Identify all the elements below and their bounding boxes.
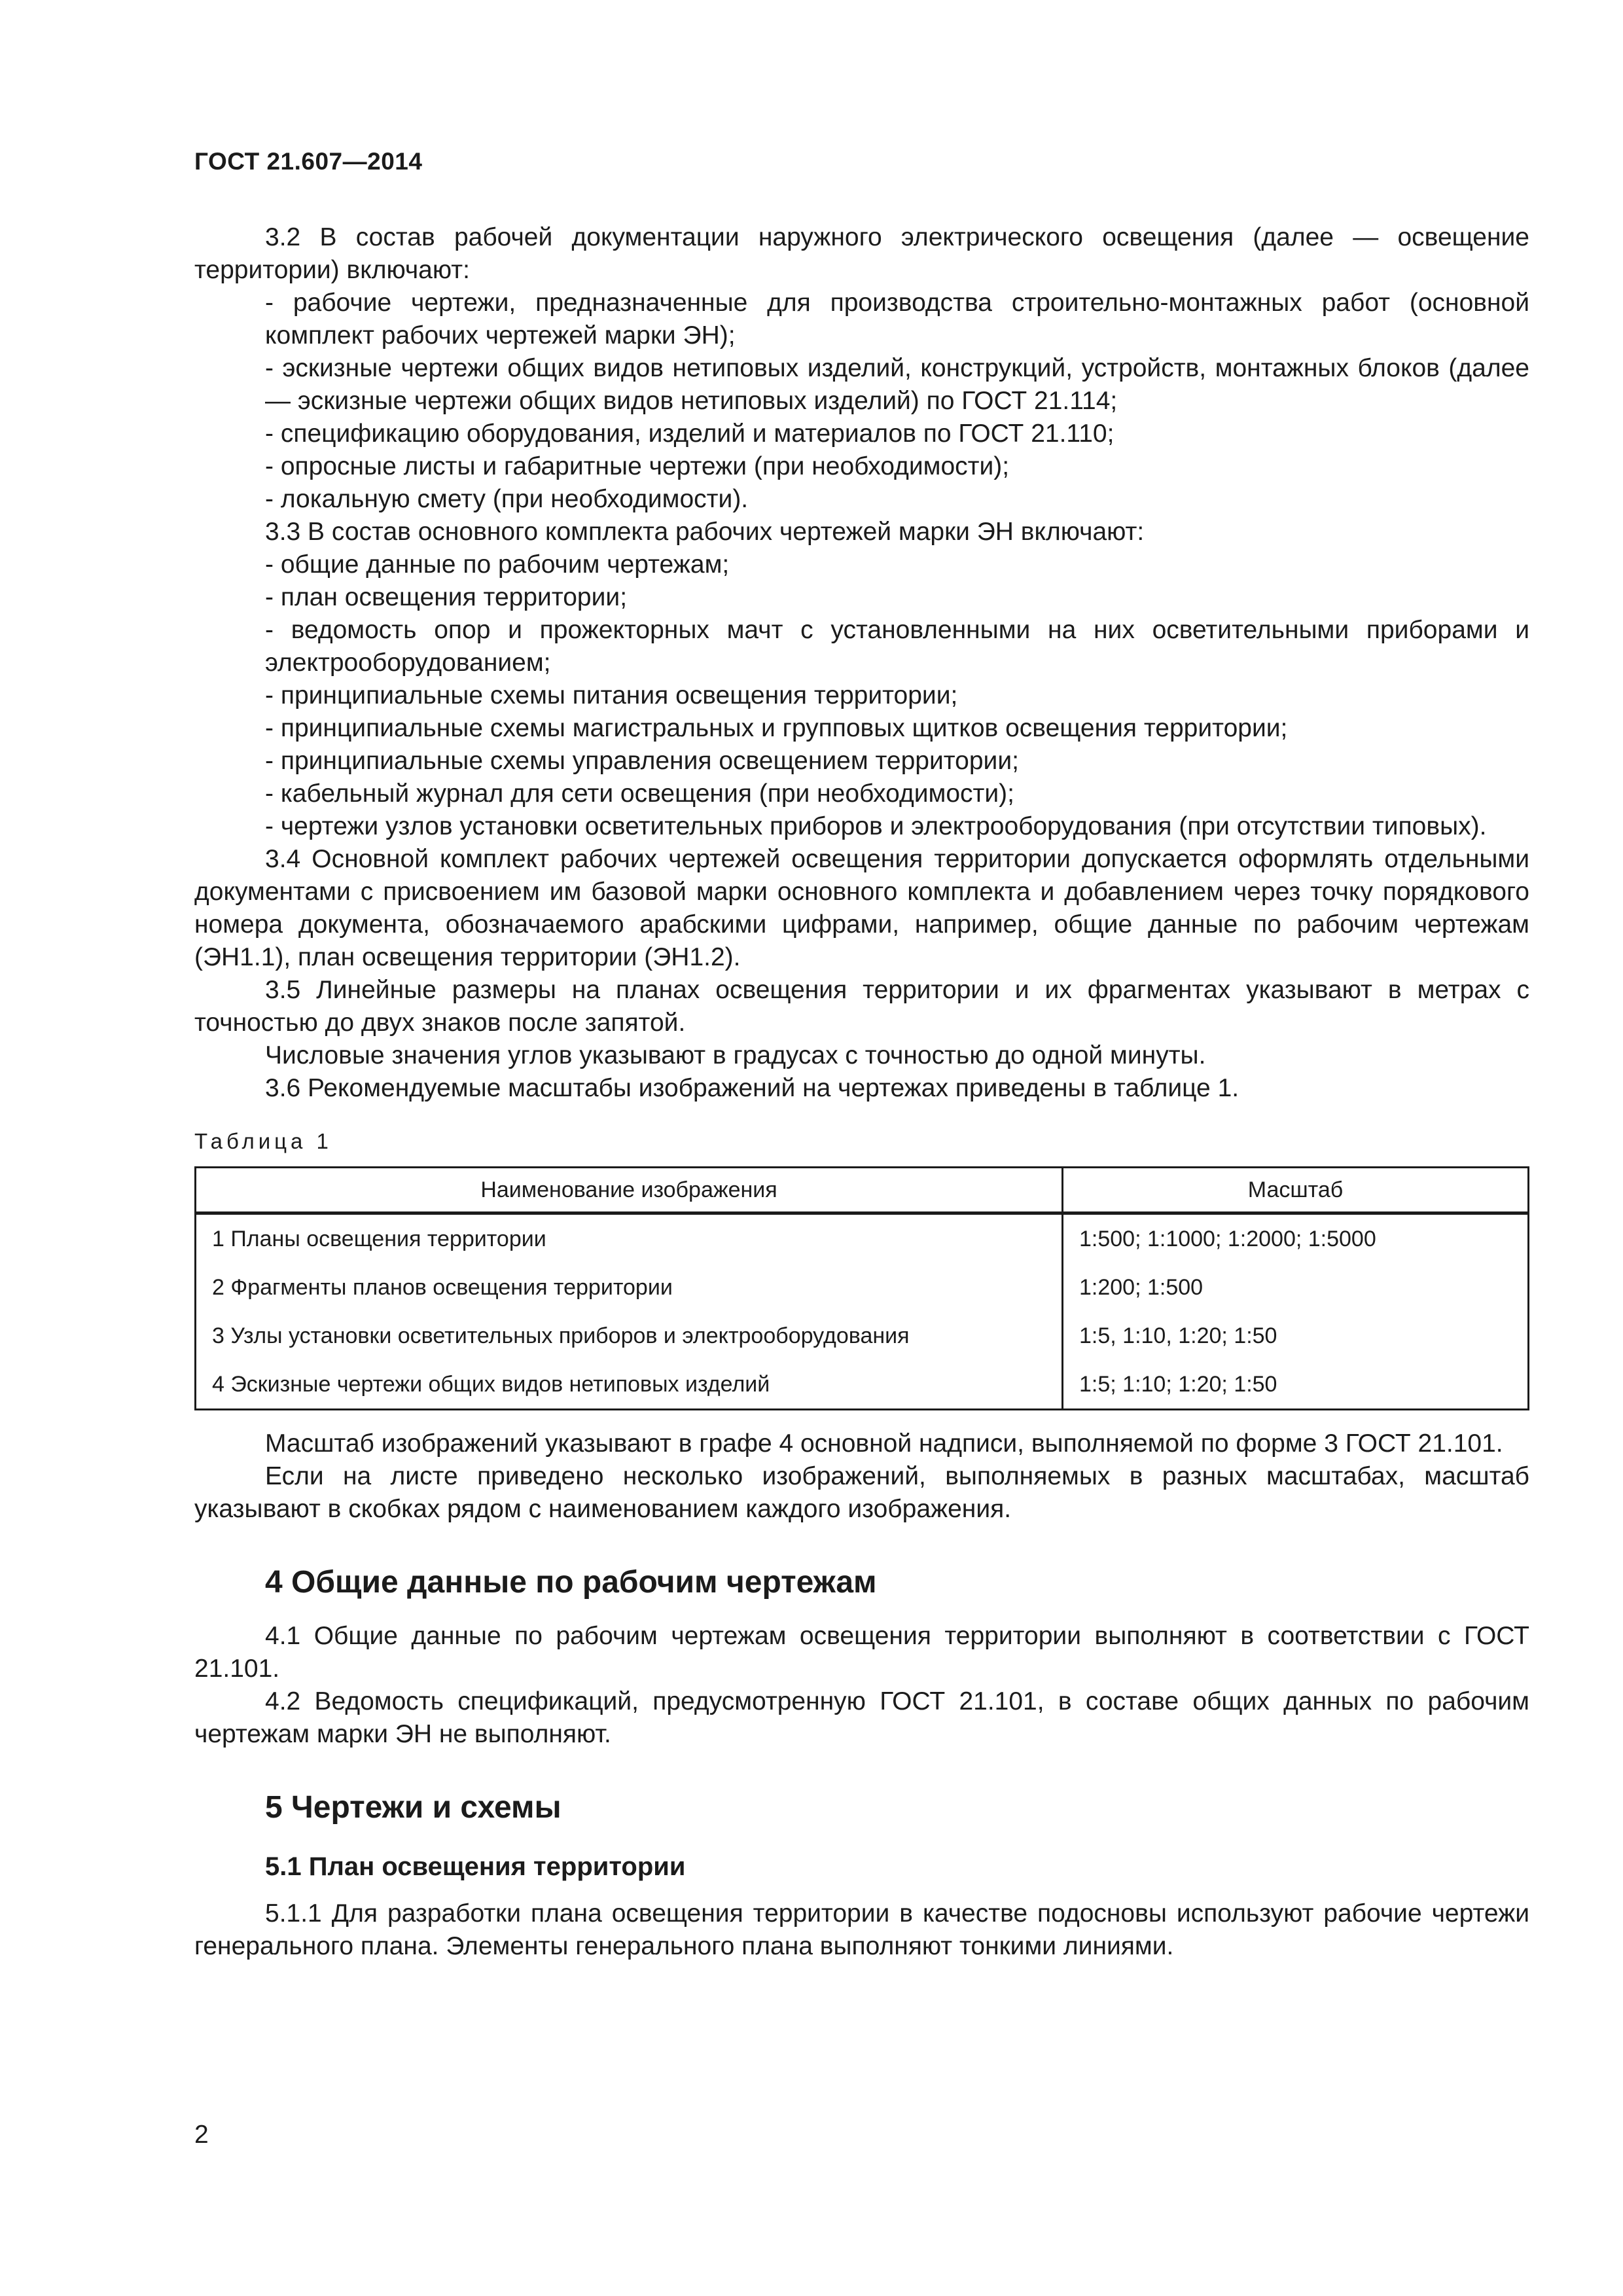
- paragraph: Масштаб изображений указывают в графе 4 основной надписи, выполняемой по форме 3 ГОСТ 21.101.: [265, 1429, 1503, 1458]
- table-cell-name: 1 Планы освещения территории: [196, 1213, 1063, 1264]
- paragraph: Числовые значения углов указывают в градусах с точностью до одной минуты.: [265, 1041, 1206, 1069]
- scale-table: [194, 1166, 1529, 1410]
- table-cell-scale: 1:200; 1:500: [1063, 1263, 1529, 1312]
- paragraph: 5.1.1 Для разработки плана освещения территории в качестве подосновы используют рабочие чертежи генерального плана. Элементы генерального плана выполняют тонкими линиями.: [194, 1899, 1529, 1960]
- post-table-text: [194, 1427, 1529, 1526]
- paragraph: 4.1 Общие данные по рабочим чертежам освещения территории выполняют в соответствии с ГОСТ 21.101.: [194, 1622, 1529, 1683]
- list-item: - принципиальные схемы магистральных и групповых щитков освещения территории;: [265, 714, 1288, 742]
- list-item: - план освещения территории;: [265, 583, 628, 611]
- table-header-row: [196, 1168, 1529, 1213]
- list-item: - эскизные чертежи общих видов нетиповых изделий, конструкций, устройств, монтажных блоков (далее — эскизные чертежи общих видов нетиповых изделий) по ГОСТ 21.114;: [265, 354, 1529, 415]
- section-3-text: [194, 221, 1529, 1105]
- list-item: - кабельный журнал для сети освещения (при необходимости);: [265, 780, 1014, 808]
- paragraph: 4.2 Ведомость спецификаций, предусмотренную ГОСТ 21.101, в составе общих данных по рабочим чертежам марки ЭН не выполняют.: [194, 1687, 1529, 1748]
- table-cell-name: 2 Фрагменты планов освещения территории: [196, 1263, 1063, 1312]
- paragraph: 3.6 Рекомендуемые масштабы изображений на чертежах приведены в таблице 1.: [265, 1074, 1240, 1102]
- paragraph: 3.2 В состав рабочей документации наружного электрического освещения (далее — освещение территории) включают:: [194, 223, 1529, 284]
- table-row: [196, 1263, 1529, 1312]
- table-header-cell: Масштаб: [1063, 1168, 1529, 1213]
- paragraph: 3.5 Линейные размеры на планах освещения территории и их фрагментах указывают в метрах с точностью до двух знаков после запятой.: [194, 976, 1529, 1037]
- list-item: - чертежи узлов установки осветительных приборов и электрооборудования (при отсутствии типовых).: [265, 812, 1487, 840]
- list-item: - принципиальные схемы питания освещения территории;: [265, 681, 958, 709]
- table-row: [196, 1312, 1529, 1360]
- table-cell-scale: 1:5; 1:10; 1:20; 1:50: [1063, 1360, 1529, 1410]
- list-item: - рабочие чертежи, предназначенные для производства строительно-монтажных работ (основной комплект рабочих чертежей марки ЭН);: [265, 289, 1529, 350]
- list-item: - локальную смету (при необходимости).: [265, 485, 749, 513]
- subsection-heading: 5.1 План освещения территории: [265, 1852, 686, 1881]
- paragraph: Если на листе приведено несколько изображений, выполняемых в разных масштабах, масштаб указывают в скобках рядом с наименованием каждого изображения.: [194, 1462, 1529, 1523]
- list-item: - спецификацию оборудования, изделий и материалов по ГОСТ 21.110;: [265, 420, 1115, 448]
- paragraph: 3.3 В состав основного комплекта рабочих чертежей марки ЭН включают:: [265, 518, 1145, 546]
- table-cell-scale: 1:500; 1:1000; 1:2000; 1:5000: [1063, 1213, 1529, 1264]
- list-item: - опросные листы и габаритные чертежи (при необходимости);: [265, 452, 1010, 480]
- table-caption: Таблица 1: [194, 1129, 332, 1153]
- table-header-cell: Наименование изображения: [196, 1168, 1063, 1213]
- table-row: [196, 1360, 1529, 1410]
- section-heading: 4 Общие данные по рабочим чертежам: [265, 1565, 877, 1600]
- page-number: 2: [194, 2121, 209, 2149]
- list-item: - общие данные по рабочим чертежам;: [265, 550, 730, 579]
- document-body: [194, 221, 1529, 1963]
- list-item: - принципиальные схемы управления освещением территории;: [265, 747, 1019, 775]
- table-cell-name: 3 Узлы установки осветительных приборов и электрооборудования: [196, 1312, 1063, 1360]
- table-cell-name: 4 Эскизные чертежи общих видов нетиповых изделий: [196, 1360, 1063, 1410]
- document-header: ГОСТ 21.607—2014: [194, 148, 423, 175]
- table-cell-scale: 1:5, 1:10, 1:20; 1:50: [1063, 1312, 1529, 1360]
- paragraph: 3.4 Основной комплект рабочих чертежей освещения территории допускается оформлять отдельными документами с присвоением им базовой марки основного комплекта и добавлением через точку порядкового номера документа, обозначаемого арабскими цифрами, например, общие данные по рабочим чертежам (ЭН1.1), план освещения территории (ЭН1.2).: [194, 845, 1529, 971]
- table-row: [196, 1213, 1529, 1264]
- list-item: - ведомость опор и прожекторных мачт с установленными на них осветительными приборами и электрооборудованием;: [265, 616, 1529, 677]
- section-heading: 5 Чертежи и схемы: [265, 1790, 562, 1825]
